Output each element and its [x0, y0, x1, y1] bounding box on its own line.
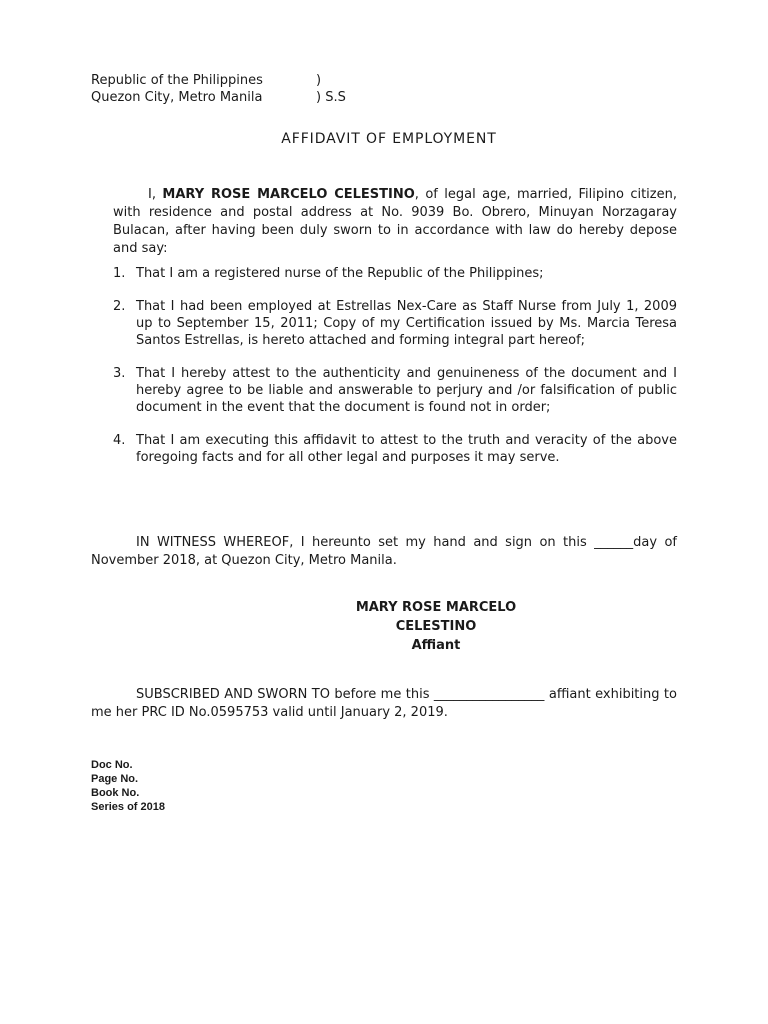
item-number: 3. [113, 366, 126, 381]
list-item [113, 265, 677, 282]
item-number: 2. [113, 299, 126, 314]
witness-text: IN WITNESS WHEREOF, I hereunto set my hand and sign on this ______day of November 2018, at Quezon City, Metro Manila. [91, 535, 677, 568]
list-item [113, 365, 677, 416]
book-no: Book No. [91, 787, 140, 799]
venue-block [91, 72, 346, 106]
intro-paragraph [113, 186, 677, 258]
venue-country: Republic of the Philippines [91, 73, 263, 88]
item-number: 4. [113, 433, 126, 448]
statement-list [113, 265, 677, 482]
intro-text: , of legal age, married, Filipino citizen, with residence and postal address at No. 9039 Bo. Obrero, Minuyan Norzagaray Bulacan, after having been duly sworn to in accordance with law do hereby depose and say: [113, 187, 677, 256]
venue-row-republic [91, 72, 346, 89]
jurat-text: SUBSCRIBED AND SWORN TO before me this _________________ affiant exhibiting to me her PRC ID No.0595753 valid until January 2, 2019. [91, 687, 677, 720]
list-item [113, 298, 677, 349]
doc-no: Doc No. [91, 759, 133, 771]
item-text: That I had been employed at Estrellas Nex-Care as Staff Nurse from July 1, 2009 up to September 15, 2011; Copy of my Certification issued by Ms. Marcia Teresa Santos Estrellas, is hereto attached and forming integral part hereof; [136, 299, 677, 348]
affiant-signature-block [316, 598, 556, 655]
affiant-role: Affiant [411, 638, 461, 653]
venue-city: Quezon City, Metro Manila [91, 90, 263, 105]
intro-prefix: I, [148, 187, 163, 202]
venue-bracket: ) [316, 73, 322, 88]
affiant-name-inline: MARY ROSE MARCELO CELESTINO [162, 187, 415, 202]
list-item [113, 432, 677, 466]
item-text: That I am executing this affidavit to attest to the truth and veracity of the above foregoing facts and for all other legal and purposes it may serve. [136, 433, 677, 465]
affiant-name: MARY ROSE MARCELO CELESTINO [355, 600, 517, 634]
document-title: AFFIDAVIT OF EMPLOYMENT [281, 131, 497, 147]
notarial-register [91, 758, 165, 814]
witness-paragraph [91, 534, 677, 570]
series: Series of 2018 [91, 801, 165, 813]
item-number: 1. [113, 266, 126, 281]
item-text: That I hereby attest to the authenticity and genuineness of the document and I hereby agree to be liable and answerable to perjury and /or falsification of public document in the event that the document is found not in order; [136, 366, 677, 415]
jurat-paragraph [91, 686, 677, 722]
venue-ss: ) S.S [316, 90, 346, 105]
page-no: Page No. [91, 773, 139, 785]
item-text: That I am a registered nurse of the Republic of the Philippines; [136, 266, 544, 281]
venue-row-city [91, 89, 346, 106]
